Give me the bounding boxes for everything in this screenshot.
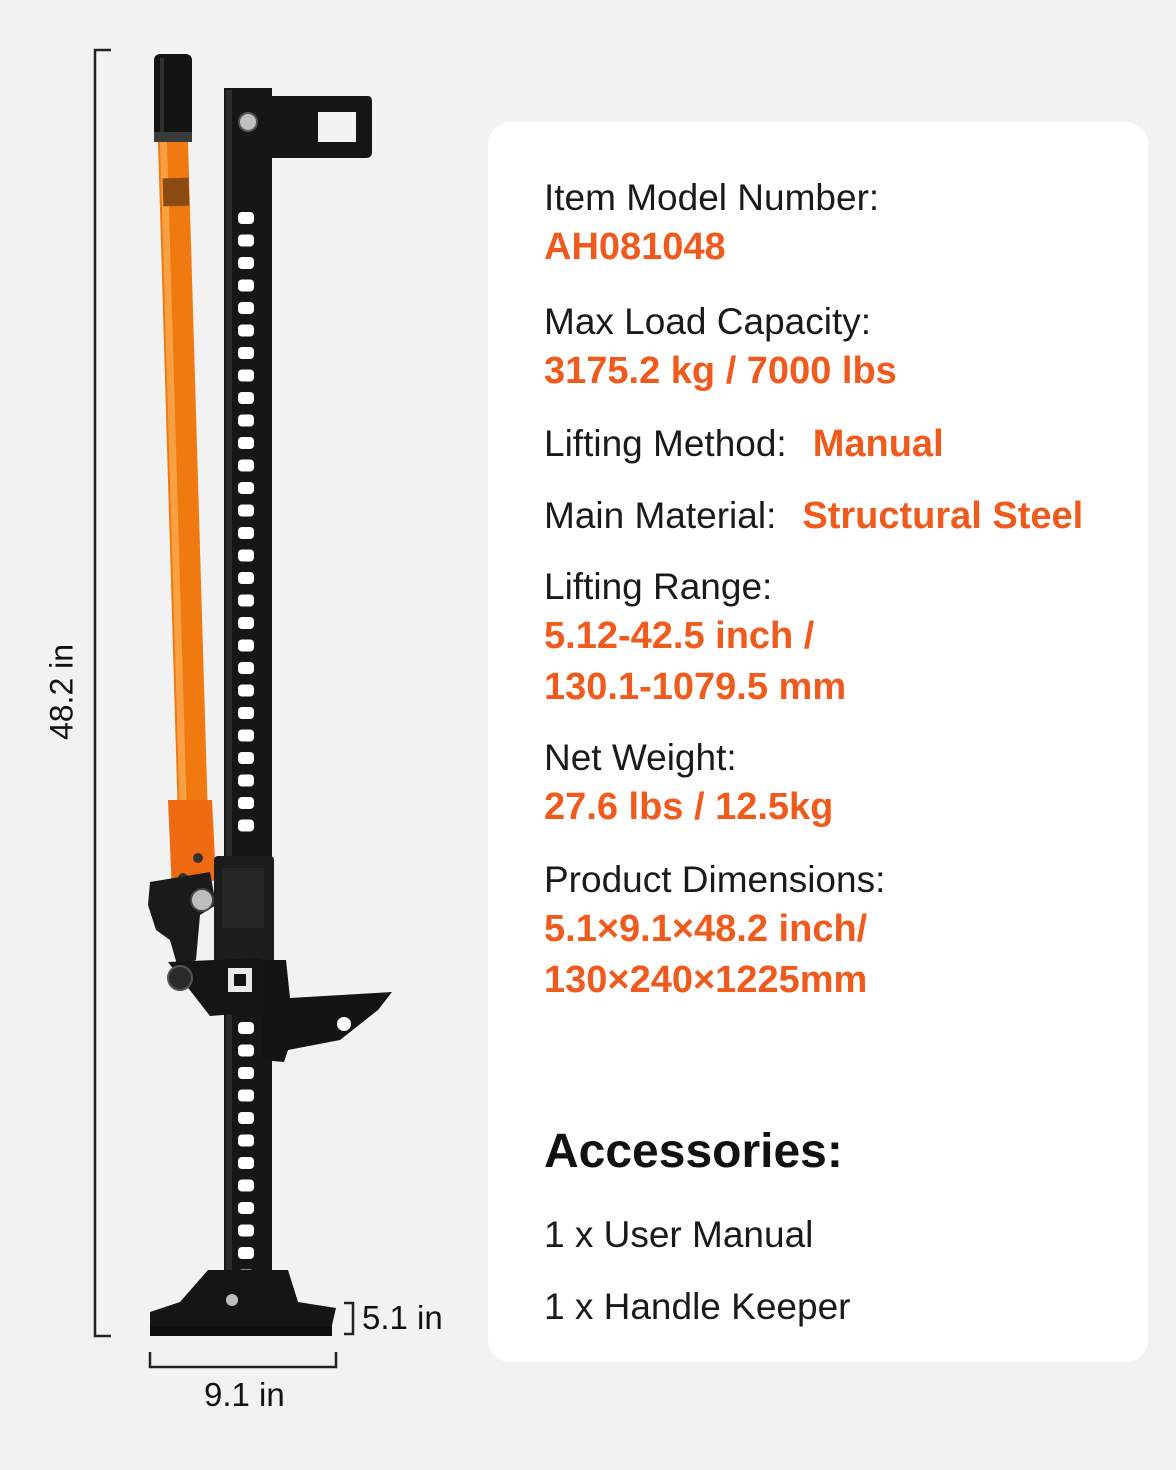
- spec-weight-label: Net Weight:: [544, 737, 737, 778]
- bar-hole: [238, 280, 254, 292]
- bar-hole: [238, 415, 254, 427]
- bar-hole: [238, 617, 254, 629]
- bar-hole: [238, 752, 254, 764]
- spec-material-label: Main Material:: [544, 495, 777, 536]
- bar-hole: [238, 797, 254, 809]
- spec-capacity: [544, 298, 897, 397]
- bar-hole: [238, 775, 254, 787]
- spec-method: [544, 419, 944, 470]
- base-width-dimension-label: 9.1 in: [204, 1376, 285, 1413]
- spec-material-value: Structural Steel: [802, 495, 1084, 537]
- bar-hole: [238, 662, 254, 674]
- spec-capacity-value: 3175.2 kg / 7000 lbs: [544, 350, 897, 393]
- spec-card: [488, 122, 1148, 1362]
- spec-weight-value: 27.6 lbs / 12.5kg: [544, 786, 834, 829]
- bar-hole: [238, 1067, 254, 1079]
- bar-hole: [238, 1202, 254, 1214]
- bar-hole: [238, 527, 254, 539]
- bar-hole: [238, 550, 254, 562]
- accessory-item: 1 x Handle Keeper: [544, 1286, 851, 1327]
- bar-hole: [238, 595, 254, 607]
- accessories-title: Accessories:: [544, 1125, 843, 1178]
- spec-dimensions-label: Product Dimensions:: [544, 859, 886, 900]
- bar-hole: [238, 820, 254, 832]
- bar-hole: [238, 347, 254, 359]
- bar-hole: [238, 257, 254, 269]
- base-height-dimension-line: [344, 1303, 353, 1334]
- bar-hole: [238, 235, 254, 247]
- spec-dimensions-value-line1: 5.1×9.1×48.2 inch/: [544, 908, 868, 951]
- spec-dimensions: [544, 856, 885, 1005]
- spec-range-value-line2: 130.1-1079.5 mm: [544, 665, 847, 708]
- bar-hole: [238, 460, 254, 472]
- spec-range: [544, 563, 846, 712]
- spec-model-label: Item Model Number:: [544, 177, 880, 218]
- spec-material: [544, 491, 1083, 542]
- spec-capacity-label: Max Load Capacity:: [544, 301, 872, 342]
- spec-range-label: Lifting Range:: [544, 566, 773, 607]
- mount-bracket: [262, 96, 372, 158]
- spec-method-label: Lifting Method:: [544, 423, 787, 464]
- bar-hole: [238, 1247, 254, 1259]
- height-dimension-line: [95, 50, 111, 1336]
- bar-hole: [238, 482, 254, 494]
- bar-hole: [238, 325, 254, 337]
- bar-hole: [238, 302, 254, 314]
- height-dimension-label: 48.2 in: [43, 643, 80, 741]
- bar-hole: [238, 1090, 254, 1102]
- bar-hole: [238, 1225, 254, 1237]
- spec-range-value-line1: 5.12-42.5 inch /: [544, 615, 815, 658]
- bar-hole: [238, 1180, 254, 1192]
- bar-hole: [238, 1157, 254, 1169]
- spec-weight: [544, 734, 833, 833]
- spec-model-value: AH081048: [544, 226, 726, 269]
- standard-bar: [224, 88, 272, 1302]
- bar-hole: [238, 1135, 254, 1147]
- spec-method-value: Manual: [812, 423, 944, 465]
- base-height-dimension-label: 5.1 in: [362, 1299, 443, 1336]
- bar-hole: [238, 1045, 254, 1057]
- bar-hole: [238, 212, 254, 224]
- foot-base: [150, 1270, 336, 1336]
- bar-hole: [238, 392, 254, 404]
- bar-hole: [238, 370, 254, 382]
- bar-hole: [238, 730, 254, 742]
- bar-hole: [238, 685, 254, 697]
- accessory-item: 1 x User Manual: [544, 1214, 814, 1255]
- width-dimension-line: [150, 1352, 336, 1367]
- bar-hole: [238, 1112, 254, 1124]
- bar-hole: [238, 437, 254, 449]
- handle: [154, 54, 208, 820]
- bar-hole: [238, 640, 254, 652]
- spec-model: [544, 174, 879, 273]
- spec-dimensions-value-line2: 130×240×1225mm: [544, 958, 868, 1001]
- bar-hole: [238, 1022, 254, 1034]
- bar-hole: [238, 572, 254, 584]
- bar-hole: [238, 707, 254, 719]
- bar-hole: [238, 505, 254, 517]
